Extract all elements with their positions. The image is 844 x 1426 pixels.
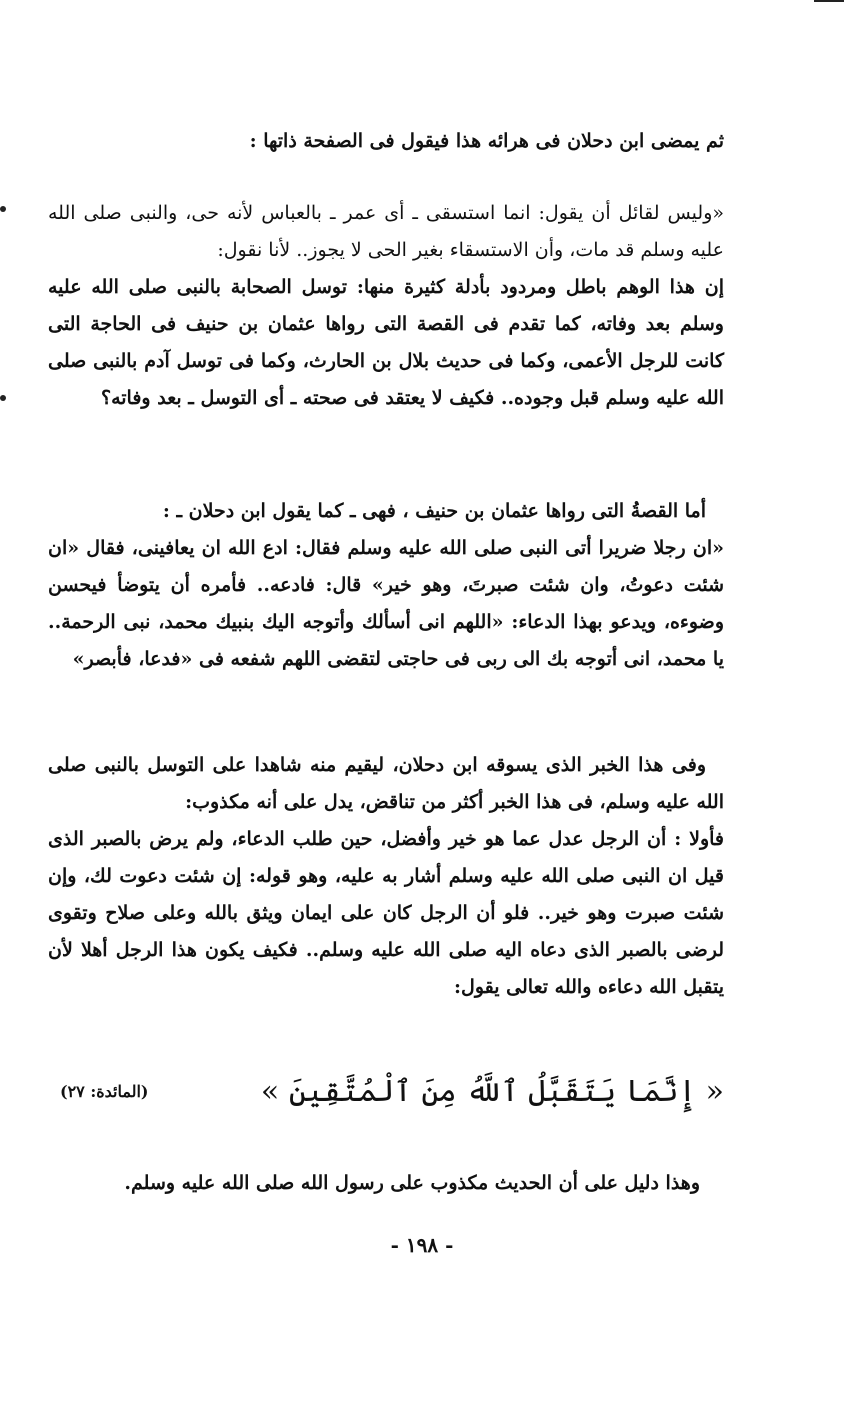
para3-body: فأولا : أن الرجل عدل عما هو خير وأفضل، حين طلب الدعاء، ولم يرض بالصبر الذى قيل ان النبى صلى الله عليه وسلم أشار به عليه، وهو قوله: إن شئت دعوت لك، وإن شئت صبرت وهو خير.. فلو أن الرجل كان على ايمان ويثق بالله وعلى صلاح وتقوى لرضى بالصبر الذى دعاه اليه صلى الله عليه وسلم.. فكيف يكون هذا الرجل أهلا لأن يتقبل الله دعاءه والله تعالى يقول: [48,828,724,998]
conclusion-text: وهذا دليل على أن الحديث مكذوب على رسول الله صلى الله عليه وسلم. [124,1172,700,1194]
paragraph-uthman-story [48,493,724,678]
scan-edge-mark-top [0,206,6,212]
conclusion-line [48,1165,724,1202]
para2-lead: أما القصةُ التى رواها عثمان بن حنيف ، فهى ـ كما يقول ابن دحلان ـ : [162,500,706,522]
scan-edge-mark-bottom [0,395,6,401]
para2-body: «ان رجلا ضريرا أتى النبى صلى الله عليه وسلم فقال: ادع الله ان يعافينى، فقال «ان شئت دعوتُ، وان شئت صبرتَ، وهو خير» قال: فادعه.. فأمره أن يتوضأ فيحسن وضوءه، ويدعو بهذا الدعاء: «اللهم انى أسألك وأتوجه اليك بنبيك محمد، نبى الرحمة.. يا محمد، انى أتوجه بك الى ربى فى حاجتى لتقضى اللهم شفعه فى «فدعا، فأبصر» [48,537,724,670]
intro-text: ثم يمضى ابن دحلان فى هرائه هذا فيقول فى الصفحة ذاتها : [249,130,724,152]
quote-block-1 [48,195,724,417]
intro-line [48,123,724,160]
para3-lead: وفى هذا الخبر الذى يسوقه ابن دحلان، ليقيم منه شاهدا على التوسل بالنبى صلى الله عليه وسلم، فى هذا الخبر أكثر من تناقض، يدل على أنه مكذوب: [48,754,724,813]
quote1-argument: إن هذا الوهم باطل ومردود بأدلة كثيرة منها: توسل الصحابة بالنبى صلى الله عليه وسلم بعد وفاته، كما تقدم فى القصة التى رواها عثمان بن حنيف فى الحاجة التى كانت للرجل الأعمى، وكما فى حديث بلال بن الحارث، وكما فى توسل آدم بالنبى صلى الله عليه وسلم قبل وجوده.. فكيف لا يعتقد فى صحته ـ أى التوسل ـ بعد وفاته؟ [48,276,724,409]
page-number: - ١٩٨ - [390,1233,454,1257]
paragraph-contradiction [48,747,724,1006]
verse-reference: (المائدة: ٢٧) [60,1082,149,1101]
scan-corner-mark [814,0,844,14]
quote1-lead: «وليس لقائل أن يقول: انما استسقى ـ أى عمر ـ بالعباس لأنه حى، والنبى صلى الله عليه وسلم قد مات، وأن الاستسقاء بغير الحى لا يجوز.. لأنا نقول: [48,202,724,261]
quran-verse-row [48,1070,724,1120]
quran-verse: « إِنَّمَا يَتَقَبَّلُ ٱللَّهُ مِنَ ٱلْمُتَّقِينَ » [260,1074,724,1109]
